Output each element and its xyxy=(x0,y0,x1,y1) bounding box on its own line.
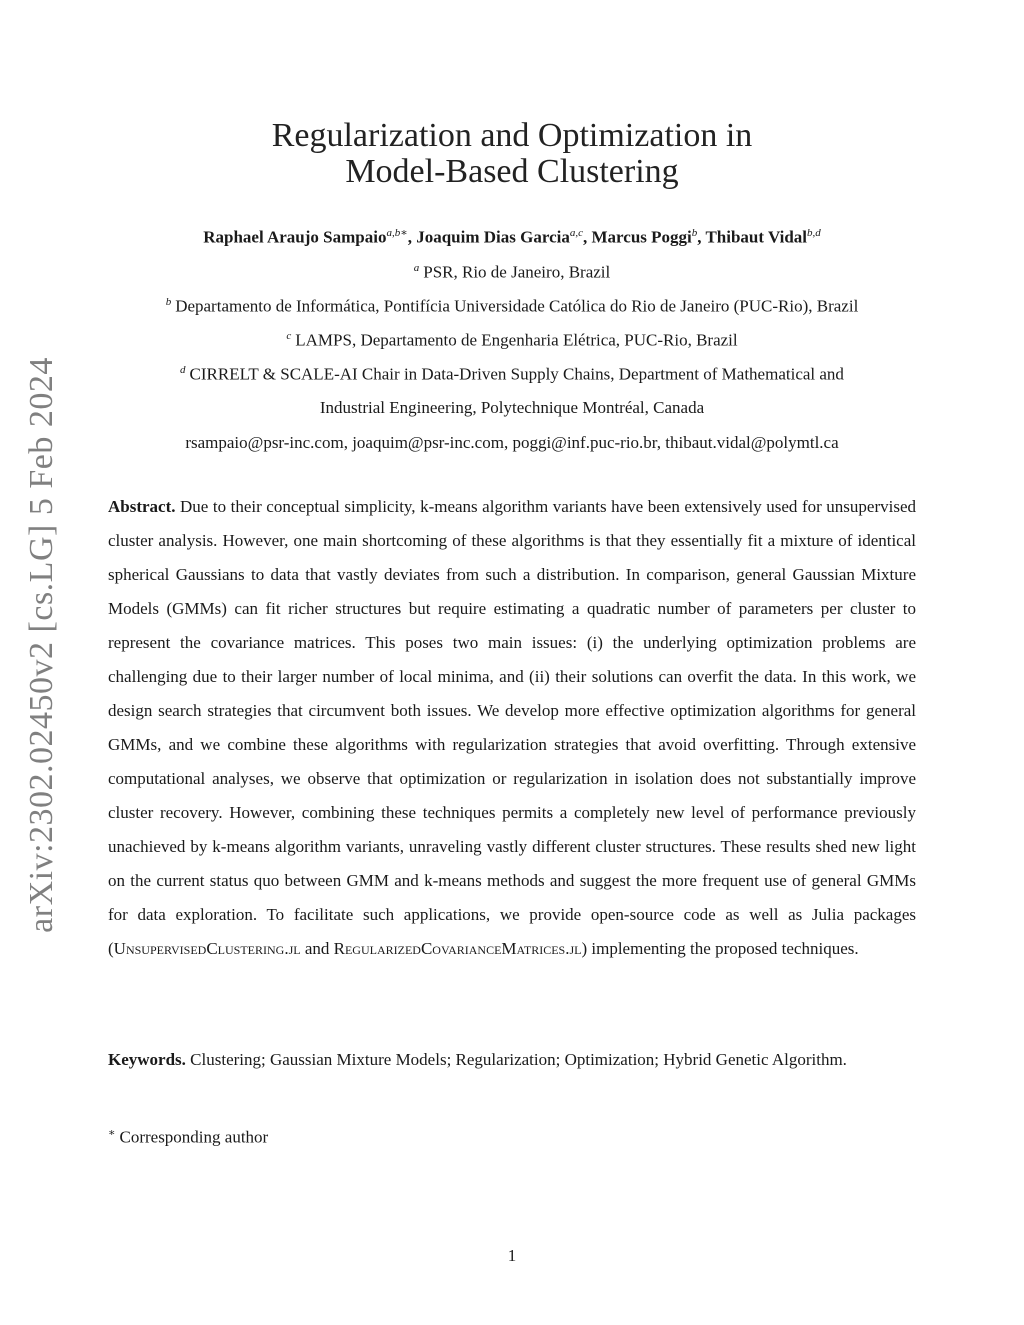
abstract xyxy=(108,490,916,966)
abstract-label: Abstract. xyxy=(108,497,176,516)
affiliation-text: PSR, Rio de Janeiro, Brazil xyxy=(423,262,611,282)
keywords xyxy=(108,1043,916,1077)
footnote-text: Corresponding author xyxy=(119,1127,269,1147)
affiliation-mark: b xyxy=(165,296,172,308)
author-name: Thibaut Vidal xyxy=(705,227,808,247)
affiliation-d-continued xyxy=(0,398,1024,418)
affiliation-mark: a xyxy=(413,262,420,274)
affiliation-mark: d xyxy=(180,364,186,376)
author-affil-mark: a,b∗ xyxy=(386,227,408,239)
author-name: Marcus Poggi xyxy=(591,227,692,247)
footnote-mark: ∗ xyxy=(108,1127,116,1139)
title-line-2: Model-Based Clustering xyxy=(345,153,679,190)
abstract-connector: and xyxy=(300,939,334,958)
abstract-body: Due to their conceptual simplicity, k-means algorithm variants have been extensively used for unsupervised cluster analysis. However, one main shortcoming of these algorithms is that they essentially fit a mixture of identical spherical Gaussians to data that vastly deviates from such a distribution. In comparison, general Gaussian Mixture Models (GMMs) can fit richer structures but require estimating a quadratic number of parameters per cluster to represent the covariance matrices. This poses two main issues: (i) the underlying optimization problems are challenging due to their larger number of local minima, and (ii) their solutions can overfit the data. In this work, we design search strategies that circumvent both issues. We develop more effective optimization algorithms for general GMMs, and we combine these algorithms with regularization strategies that avoid overfitting. Through extensive computational analyses, we observe that optimization or regularization in isolation does not substantially improve cluster recovery. However, combining these techniques permits a completely new level of performance previously unachieved by k-means algorithm variants, unraveling vastly different cluster structures. These results shed new light on the current status quo between GMM and k-means methods and suggest the more frequent use of general GMMs for data exploration. To facilitate such applications, we provide open-source code as well as Julia packages ( xyxy=(108,497,916,958)
affiliation-text: LAMPS, Departamento de Engenharia Elétrica, PUC-Rio, Brazil xyxy=(295,330,738,350)
author-list: Raphael Araujo Sampaio$^{a,b∗}$, Joaquim Dias Garcia$^{a,c}$, Marcus Poggi$^b$, Thibaut Vidal$^{b,d}$ xyxy=(203,227,821,247)
paper-title xyxy=(0,118,1024,190)
affiliation-c xyxy=(0,330,1024,351)
author-affil-mark: b,d xyxy=(807,227,821,239)
author-affil-mark: b xyxy=(691,227,698,239)
title-line-1: Regularization and Optimization in xyxy=(271,117,753,154)
affiliation-mark: c xyxy=(286,330,292,342)
affiliation-text: CIRRELT & SCALE-AI Chair in Data-Driven Supply Chains, Department of Mathematical and xyxy=(189,364,844,384)
arxiv-stamp: arXiv:2302.02450v2 [cs.LG] 5 Feb 2024 xyxy=(23,357,60,933)
author-name: Raphael Araujo Sampaio xyxy=(203,227,387,247)
keywords-label: Keywords. xyxy=(108,1050,186,1069)
author-name: Joaquim Dias Garcia xyxy=(416,227,570,247)
affiliation-d xyxy=(0,364,1024,385)
author-emails: rsampaio@psr-inc.com, joaquim@psr-inc.com, poggi@inf.puc-rio.br, thibaut.vidal@polymtl.ca xyxy=(185,433,839,452)
affiliation-b xyxy=(0,296,1024,317)
keywords-body: Clustering; Gaussian Mixture Models; Regularization; Optimization; Hybrid Genetic Algorithm. xyxy=(190,1050,847,1069)
page-number: 1 xyxy=(507,1246,517,1265)
affiliation-a xyxy=(0,262,1024,283)
affiliation-text: Departamento de Informática, Pontifícia Universidade Católica do Rio de Janeiro (PUC-Rio), Brazil xyxy=(175,296,859,316)
package-name: UnsupervisedClustering.jl xyxy=(113,939,301,958)
package-name: RegularizedCovarianceMatrices.jl xyxy=(333,939,582,958)
affiliation-text: Industrial Engineering, Polytechnique Montréal, Canada xyxy=(319,398,705,417)
abstract-tail: ) implementing the proposed techniques. xyxy=(581,939,859,958)
footnote xyxy=(108,1126,268,1148)
author-affil-mark: a,c xyxy=(569,227,583,239)
